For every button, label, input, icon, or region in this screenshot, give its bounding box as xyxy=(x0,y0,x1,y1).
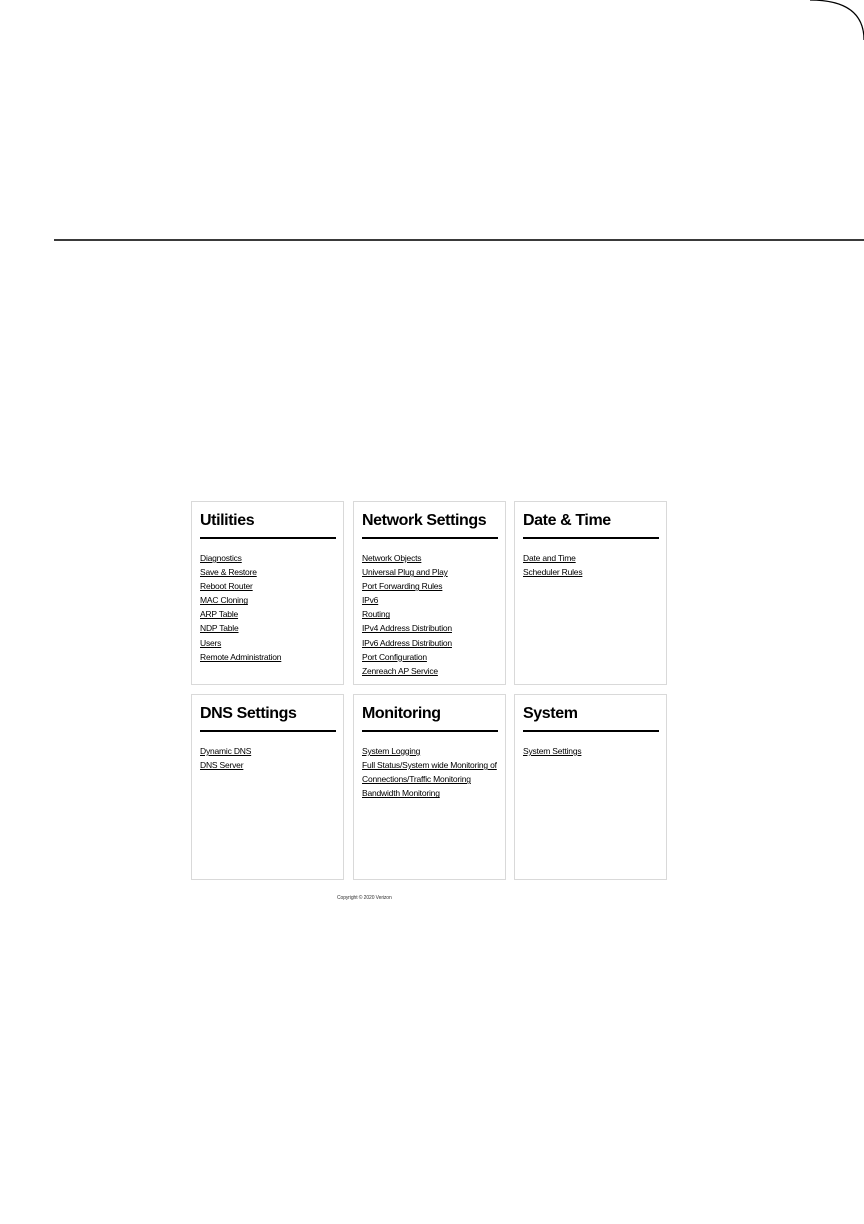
link-list xyxy=(200,744,339,772)
panel-title: Utilities xyxy=(200,512,255,529)
copyright-text: Copyright © 2020 Verizon xyxy=(337,895,392,901)
link-ipv6[interactable]: IPv6 xyxy=(362,595,379,606)
link-reboot-router[interactable]: Reboot Router xyxy=(200,581,253,592)
link-list xyxy=(200,551,339,664)
link-dynamic-dns[interactable]: Dynamic DNS xyxy=(200,746,252,756)
link-list xyxy=(362,744,501,800)
panel-network-settings xyxy=(353,501,506,685)
panel-title-underline xyxy=(523,537,659,539)
panel-system xyxy=(514,694,667,880)
link-ipv4-address-distribution[interactable]: IPv4 Address Distribution xyxy=(362,623,452,634)
panel-utilities xyxy=(191,501,344,685)
panel-title-underline xyxy=(200,537,336,539)
panel-dns-settings xyxy=(191,694,344,880)
panel-title: Monitoring xyxy=(362,705,441,722)
link-diagnostics[interactable]: Diagnostics xyxy=(200,553,242,563)
link-save-restore[interactable]: Save & Restore xyxy=(200,567,257,578)
link-zenreach-ap-service[interactable]: Zenreach AP Service xyxy=(362,665,438,676)
panel-title: Date & Time xyxy=(523,512,611,529)
panel-title: DNS Settings xyxy=(200,705,297,722)
page-corner-curve xyxy=(0,0,864,40)
link-date-and-time[interactable]: Date and Time xyxy=(523,553,576,563)
panel-title: System xyxy=(523,705,578,722)
link-ndp-table[interactable]: NDP Table xyxy=(200,623,239,634)
link-arp-table[interactable]: ARP Table xyxy=(200,609,239,620)
link-port-configuration[interactable]: Port Configuration xyxy=(362,651,427,662)
link-port-forwarding-rules[interactable]: Port Forwarding Rules xyxy=(362,581,443,592)
link-full-status-monitoring[interactable]: Full Status/System wide Monitoring of Connections/Traffic Monitoring xyxy=(362,760,497,785)
link-list xyxy=(523,744,662,758)
panel-title-underline xyxy=(362,537,498,539)
panel-title: Network Settings xyxy=(362,512,487,529)
link-network-objects[interactable]: Network Objects xyxy=(362,553,422,563)
link-universal-plug-and-play[interactable]: Universal Plug and Play xyxy=(362,567,448,578)
link-remote-administration[interactable]: Remote Administration xyxy=(200,651,282,662)
link-ipv6-address-distribution[interactable]: IPv6 Address Distribution xyxy=(362,637,452,648)
panel-monitoring xyxy=(353,694,506,880)
panel-title-underline xyxy=(523,730,659,732)
link-bandwidth-monitoring[interactable]: Bandwidth Monitoring xyxy=(362,788,440,799)
link-scheduler-rules[interactable]: Scheduler Rules xyxy=(523,567,583,578)
panel-title-underline xyxy=(362,730,498,732)
link-system-logging[interactable]: System Logging xyxy=(362,746,421,756)
link-list xyxy=(523,551,662,579)
panel-date-time xyxy=(514,501,667,685)
panel-title-underline xyxy=(200,730,336,732)
link-list xyxy=(362,551,501,678)
link-dns-server[interactable]: DNS Server xyxy=(200,760,244,771)
header-divider xyxy=(54,239,864,241)
link-users[interactable]: Users xyxy=(200,637,222,648)
link-mac-cloning[interactable]: MAC Cloning xyxy=(200,595,248,606)
link-routing[interactable]: Routing xyxy=(362,609,390,620)
link-system-settings[interactable]: System Settings xyxy=(523,746,582,756)
